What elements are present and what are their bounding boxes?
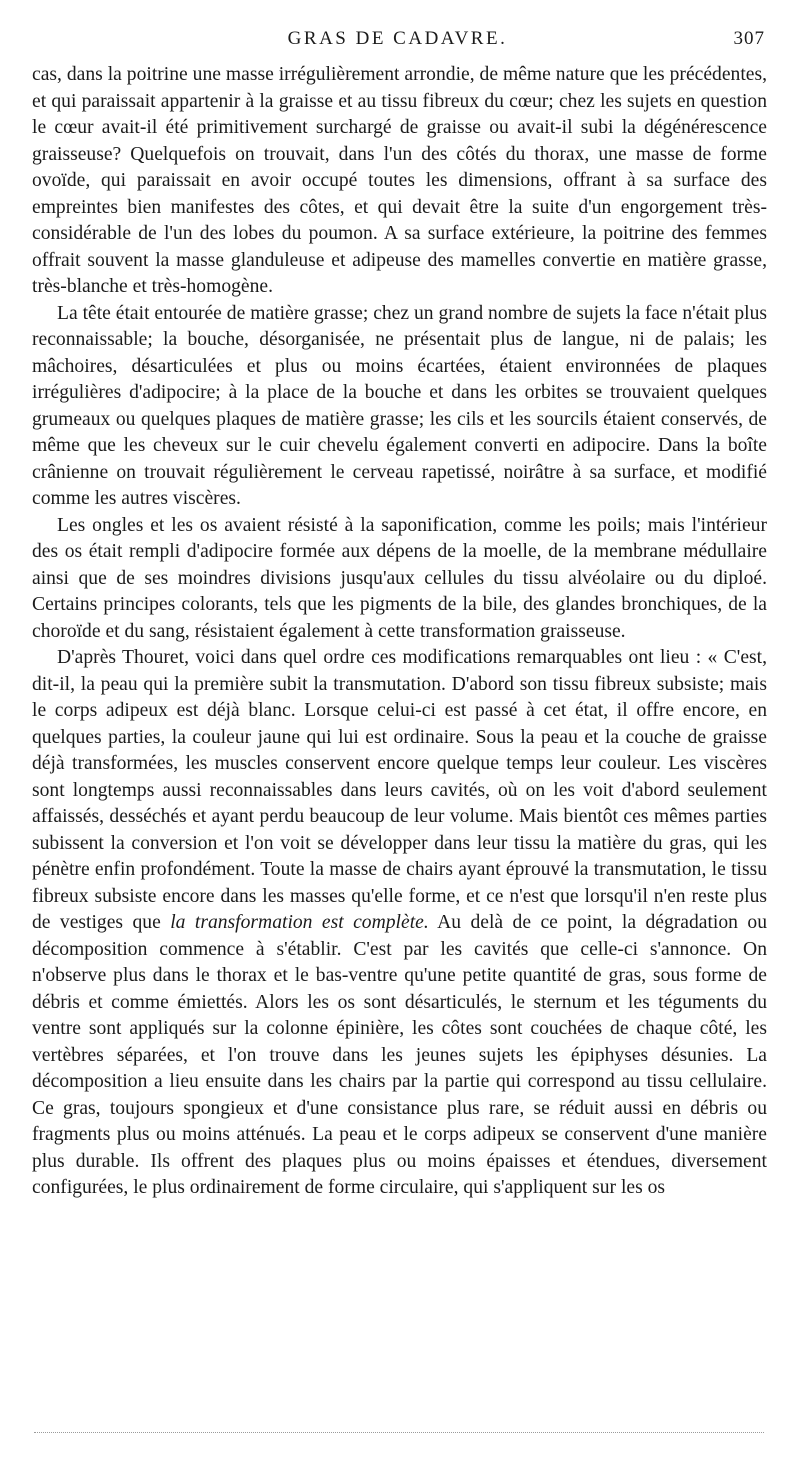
paragraph-4-italic: la transformation est complète. bbox=[170, 912, 429, 933]
running-title: GRAS DE CADAVRE. bbox=[287, 28, 508, 49]
page-header bbox=[30, 28, 765, 58]
page-number: 307 bbox=[733, 28, 765, 49]
paragraph-4 bbox=[32, 645, 767, 1202]
paragraph-2: La tête était entourée de matière grasse; chez un grand nombre de sujets la face n'était plus reconnaissable; la bouche, désorganisée, ne présentait plus de langue, ni de palais; les mâchoires, désarticulées et plus ou moins écartées, étaient environnées de plaques irrégulières d'adipocire; à la place de la bouche et dans les orbites se trouvaient quelques grumeaux ou quelques plaques de matière grasse; les cils et les sourcils étaient conservés, de même que les cheveux sur le cuir chevelu également converti en adipocire. Dans la boîte crânienne on trouvait régulièrement le cerveau rapetissé, noirâtre à sa surface, et modifié comme les autres viscères. bbox=[32, 302, 767, 509]
paragraph-4-text-after: Au delà de ce point, la dégradation ou décomposition commence à s'établir. C'est par les cavités que celle-ci s'annonce. On n'observe plus dans le thorax et le bas-ventre qu'une petite quantité de gras, sous forme de débris et comme émiettés. Alors les os sont désarticulés, le sternum et les téguments du ventre sont appliqués sur la colonne épinière, les côtes sont couchées de chaque côté, les vertèbres séparées, et l'on trouve dans les jeunes sujets les épiphyses désunies. La décomposition a lieu ensuite dans les chairs par la partie qui correspond au tissu cellulaire. Ce gras, toujours spongieux et d'une consistance plus rare, se réduit aussi en débris ou fragments plus ou moins atténués. La peau et le corps adipeux se conservent d'une manière plus durable. Ils offrent des plaques plus ou moins épaisses et étendues, diversement configurées, le plus ordinairement de forme circulaire, qui s'appliquent sur les os bbox=[32, 912, 767, 1198]
paragraph-4-text-before: D'après Thouret, voici dans quel ordre ces modifications remarquables ont lieu : « C'est, dit-il, la peau qui la première subit la transmutation. D'abord son tissu fibreux subsiste; mais le corps adipeux est déjà blanc. Lorsque celui-ci est passé à cet état, il offre encore, en quelques parties, la couleur jaune qui lui est ordinaire. Sous la peau et la couche de graisse déjà transformées, les muscles conservent encore quelque temps leur couleur. Les viscères sont longtemps aussi reconnaissables dans leurs cavités, où on les voit d'abord seulement affaissés, desséchés et ayant perdu beaucoup de leur volume. Mais bientôt ces mêmes parties subissent la conversion et l'on voit se développer dans leur tissu la matière du gras, qui les pénètre enfin profondément. Toute la masse de chairs ayant éprouvé la transmutation, le tissu fibreux subsiste encore dans les masses qu'elle forme, et ce n'est que lorsqu'il n'en reste plus de vestiges que bbox=[32, 647, 767, 933]
body-text bbox=[32, 62, 767, 1202]
paragraph-3: Les ongles et les os avaient résisté à la saponification, comme les poils; mais l'intérieur des os était rempli d'adipocire formée aux dépens de la moelle, de la membrane médullaire ainsi que de ses moindres divisions jusqu'aux cellules du tissu alvéolaire ou du diploé. Certains principes colorants, tels que les pigments de la bile, des glandes bronchiques, de la choroïde et du sang, résistaient également à cette transformation graisseuse. bbox=[32, 514, 767, 642]
footer-rule bbox=[34, 1432, 764, 1433]
paragraph-1: cas, dans la poitrine une masse irrégulièrement arrondie, de même nature que les précédentes, et qui paraissait appartenir à la graisse et au tissu fibreux du cœur; chez les sujets en question le cœur avait-il été primitivement surchargé de graisse ou avait-il subi la dégénérescence graisseuse? Quelquefois on trouvait, dans l'un des côtés du thorax, une masse de forme ovoïde, qui paraissait en avoir occupé toutes les dimensions, offrant à sa surface des empreintes bien manifestes des côtes, et qui devait être la suite d'un engorgement très-considérable de l'un des lobes du poumon. A sa surface extérieure, la poitrine des femmes offrait souvent la masse glanduleuse et adipeuse des mamelles convertie en matière grasse, très-blanche et très-homogène. bbox=[32, 64, 767, 297]
